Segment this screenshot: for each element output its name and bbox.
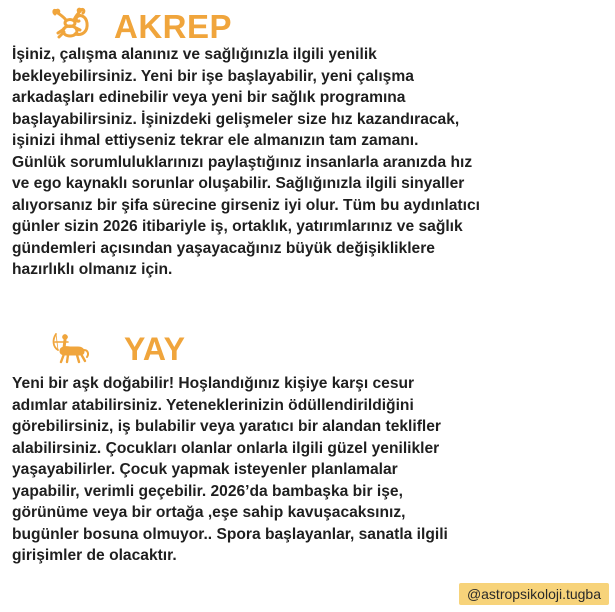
paragraph-line: alıyorsanız bir şifa sürecine girseniz iyi olur. Tüm bu aydınlatıcı <box>12 196 480 214</box>
yay-header <box>52 331 185 365</box>
paragraph-line: İşiniz, çalışma alanınız ve sağlığınızla ilgili yenilik <box>12 46 377 63</box>
akrep-paragraph <box>12 44 612 281</box>
paragraph-line: başlayabilirsiniz. İşinizdeki gelişmeler size hız kazandıracak, <box>12 110 460 128</box>
scorpio-icon <box>50 5 94 43</box>
paragraph-line: girişimler de olacaktır. <box>12 547 177 564</box>
paragraph-line: ve ego kaynaklı sorunlar oluşabilir. Sağlığınızla ilgili sinyaller <box>12 175 465 192</box>
paragraph-line: hazırlıklı olmanız için. <box>12 261 173 278</box>
paragraph-line: görebilirsiniz, iş bulabilir veya yaratıcı bir alandan teklifler <box>12 418 441 435</box>
paragraph-line: görünüme veya bir ortağa ,eşe sahip kavuşacaksınız, <box>12 504 406 521</box>
watermark-handle: @astropsikoloji.tugba <box>459 583 609 605</box>
section-title-akrep: AKREP <box>114 8 233 45</box>
paragraph-line: bugünler bosuna olmuyor.. Spora başlayanlar, sanatla ilgili <box>12 525 448 543</box>
paragraph-line: adımlar atabilirsiniz. Yeteneklerinizin ödüllendirildiğini <box>12 396 414 414</box>
paragraph-line: alabilirsiniz. Çocukları olanlar onlarla ilgili güzel yenilikler <box>12 439 440 457</box>
paragraph-line: yaşayabilirler. Çocuk yapmak isteyenler planlamalar <box>12 461 398 478</box>
paragraph-line: gündemleri açısından yaşayacağınız büyük değişikliklere <box>12 239 435 257</box>
yay-paragraph <box>12 373 612 567</box>
section-title-yay: YAY <box>124 331 186 367</box>
paragraph-line: işinizi ihmal ettiyseniz tekrar ele almanızın tam zamanı. <box>12 132 419 149</box>
paragraph-line: Günlük sorumluluklarınızı paylaştığınız insanlarla aranızda hız <box>12 153 473 171</box>
paragraph-line: günler sizin 2026 itibariyle iş, ortaklık, yatırımlarınız ve sağlık <box>12 218 463 235</box>
paragraph-line: bekleyebilirsiniz. Yeni bir işe başlayabilir, yeni çalışma <box>12 67 414 85</box>
akrep-header <box>50 4 232 43</box>
paragraph-line: Yeni bir aşk doğabilir! Hoşlandığınız kişiye karşı cesur <box>12 375 415 392</box>
paragraph-line: arkadaşları edinebilir veya yeni bir sağlık programına <box>12 89 406 106</box>
sagittarius-icon <box>52 331 92 365</box>
paragraph-line: yapabilir, verimli geçebilir. 2026’da bambaşka bir işe, <box>12 482 403 500</box>
